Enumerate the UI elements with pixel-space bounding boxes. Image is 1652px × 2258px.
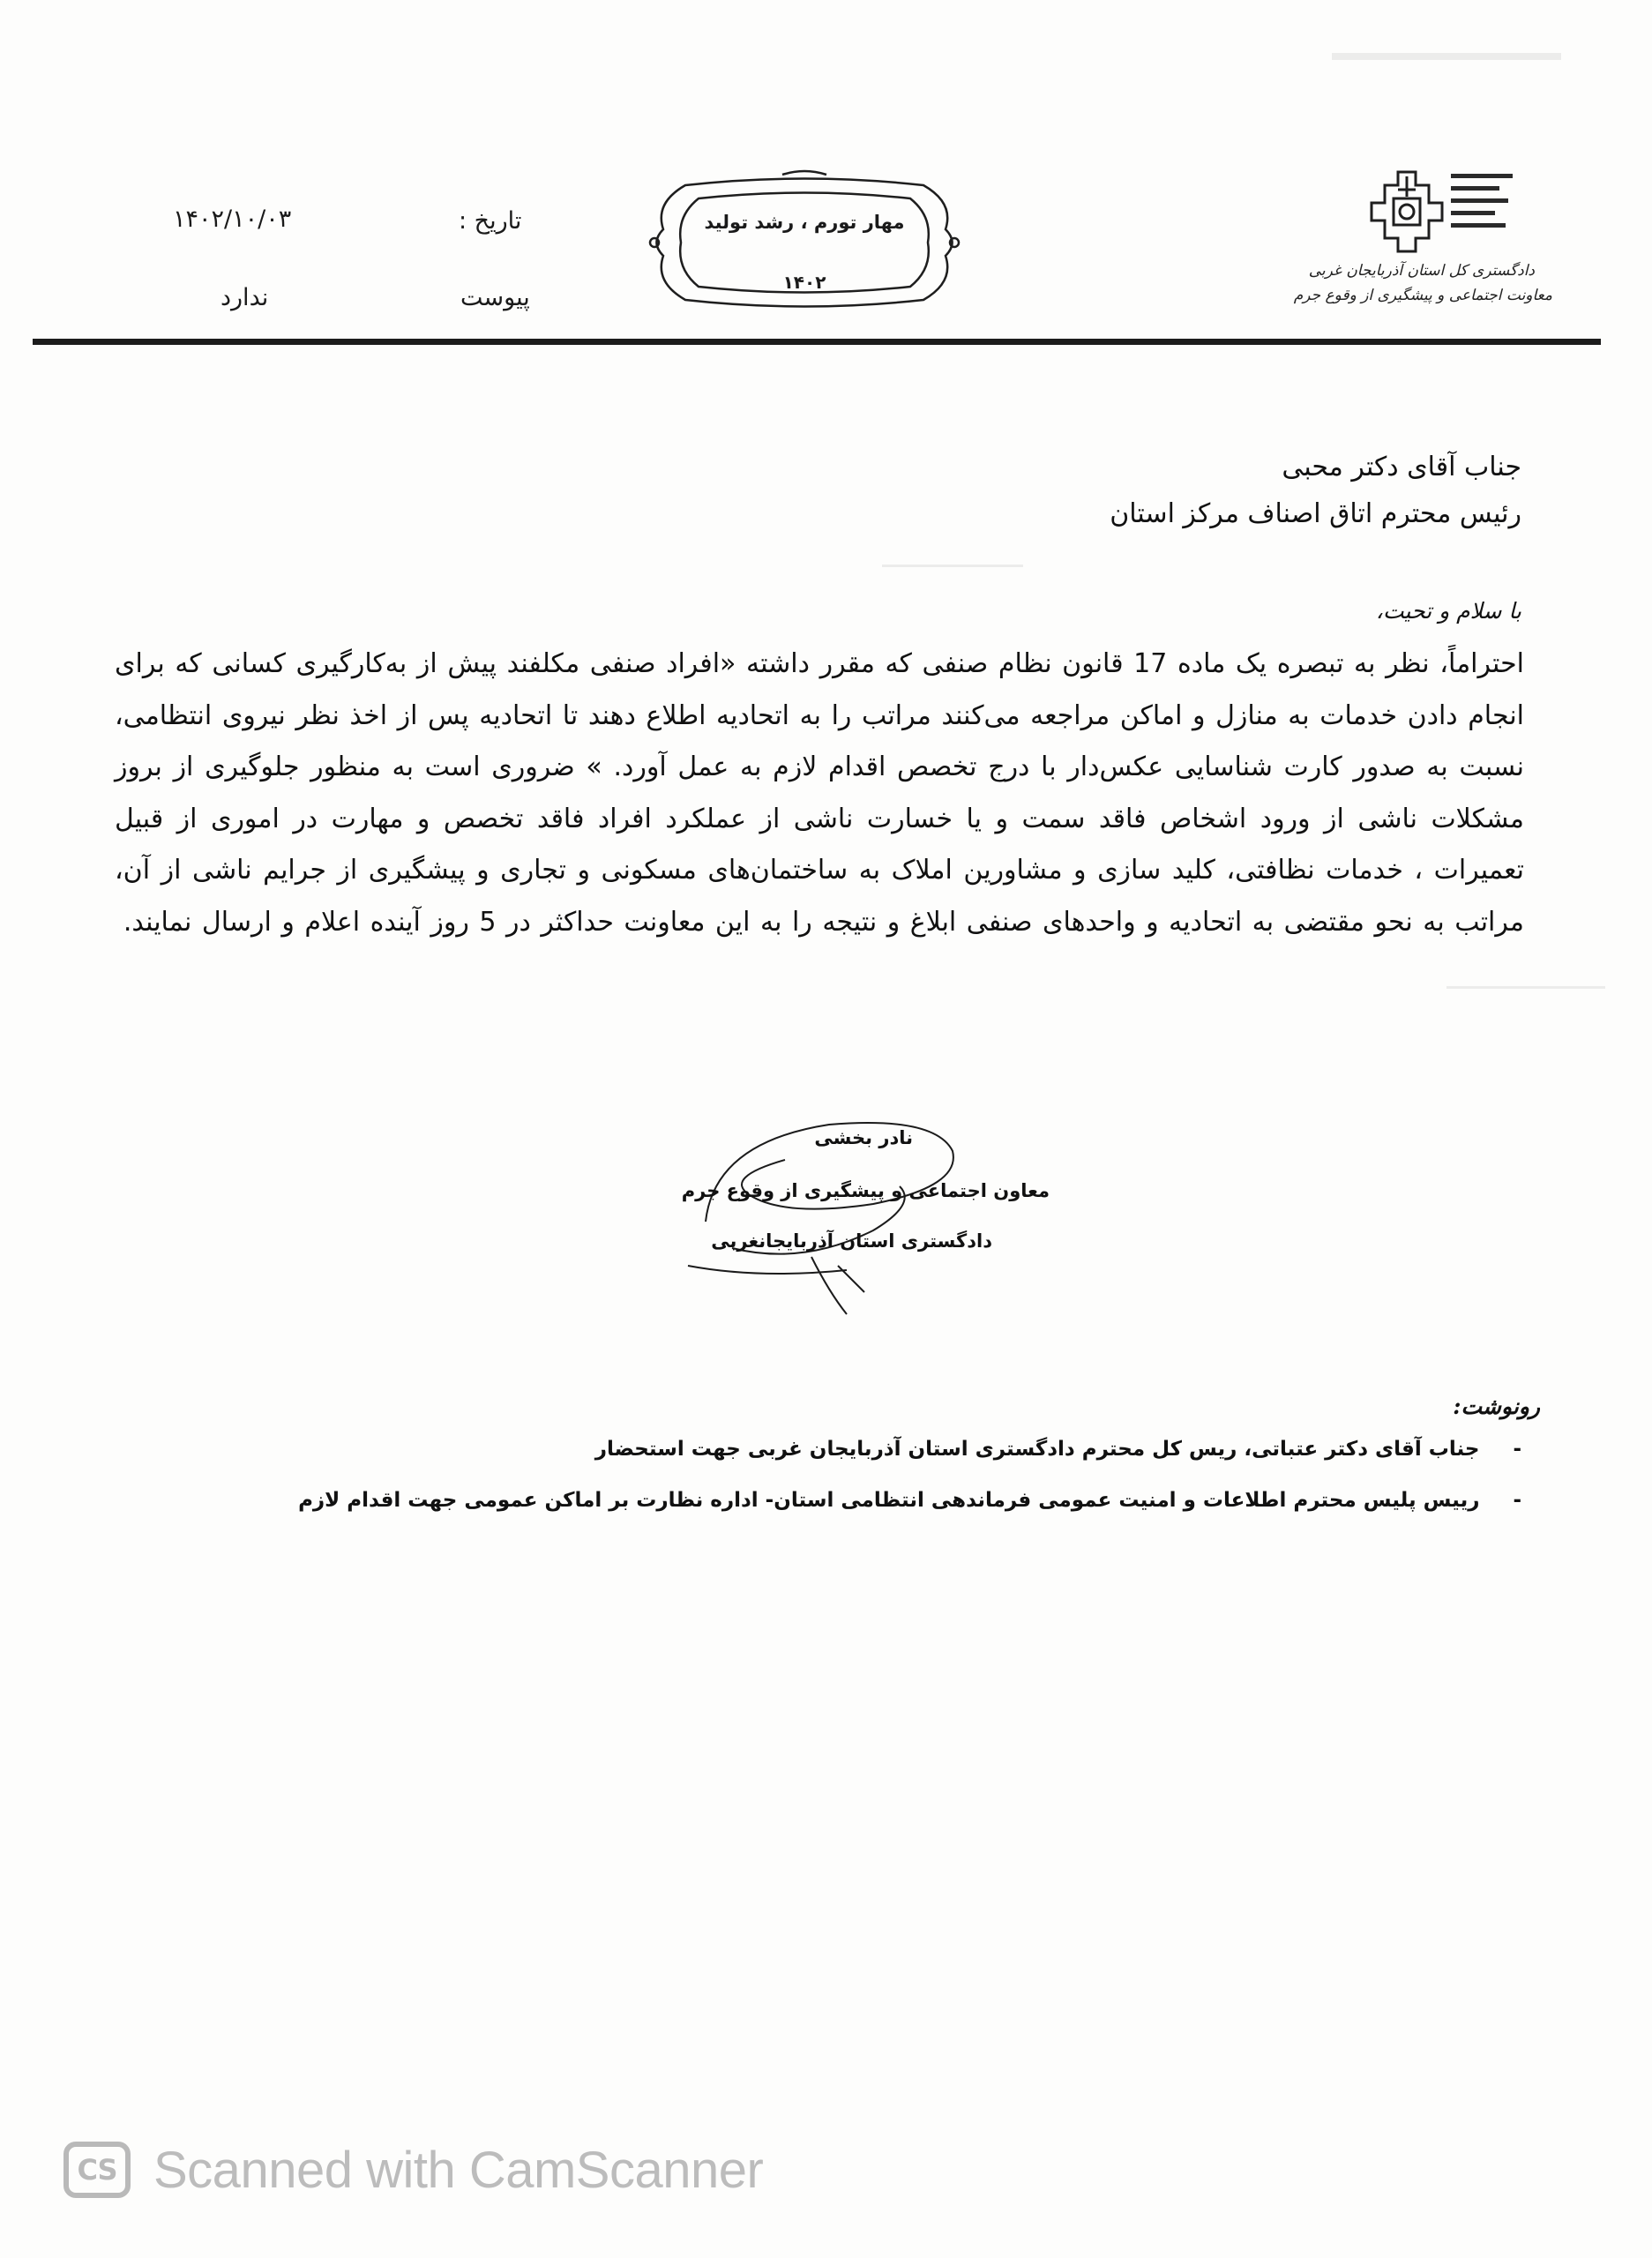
recipient-name: جناب آقای دکتر محبی [1282,452,1521,482]
date-label: تاریخ : [459,207,522,235]
cc-item-text: جناب آقای دکتر عتباتی، ریس کل محترم دادگستری استان آذربایجان غربی جهت استحضار [594,1438,1480,1461]
greeting: با سلام و تحیت، [1375,598,1521,624]
date-value: ۱۴۰۲/۱۰/۰۳ [173,206,292,233]
cc-item-text: رییس پلیس محترم اطلاعات و امنیت عمومی فرماندهی انتظامی استان- اداره نظارت بر اماکن عمومی جهت اقدام لازم [298,1489,1480,1512]
year-motto: مهار تورم ، رشد تولید [704,212,905,233]
handwritten-signature-icon [582,1089,1076,1319]
scan-artifact [1446,986,1605,989]
attachment-value: ندارد [221,284,269,311]
signature-block [582,1089,1076,1319]
org-name-line-2: معاونت اجتماعی و پیشگیری از وقوع جرم [1293,287,1552,304]
scan-artifact [1332,53,1561,60]
watermark-text: Scanned with CamScanner [153,2141,764,2199]
cc-list-item [595,1438,1521,1461]
scan-artifact [882,564,1023,567]
header-divider [33,339,1601,345]
letter-body: احتراماً، نظر به تبصره یک ماده 17 قانون نظام صنفی که مقرر داشته «افراد صنفی مکلفند پیش از به‌کارگیری کسانی که برای انجام دادن خدمات به منازل و اماکن مراجعه می‌کنند مراتب را به اتحادیه اطلاع دهند تا اتحادیه پس از اخذ نظر نیروی انتظامی، نسبت به صدور کارت شناسایی عکس‌دار با درج تخصص اقدام لازم به عمل آورد. » ضروری است به منظور جلوگیری از بروز مشکلات ناشی از ورود اشخاص فاقد سمت و یا خسارت ناشی از عملکرد افراد فاقد تخصص و مهارت در اموری از قبیل تعمیرات ، خدمات نظافتی، کلید سازی و مشاورین املاک به ساختمان‌های مسکونی و تجاری و پیشگیری از جرایم ناشی از آن، مراتب به نحو مقتضی به اتحادیه و واحدهای صنفی ابلاغ و نتیجه را به این معاونت حداکثر در 5 روز آینده اعلام و ارسال نمایند. [115,648,1524,938]
cc-bullet: - [1513,1438,1521,1461]
emblem-icon [1363,163,1521,260]
camscanner-watermark [64,2135,763,2205]
motto-year: ۱۴۰۲ [782,272,826,293]
recipient-title: رئیس محترم اتاق اصناف مرکز استان [1110,498,1521,529]
year-motto-frame [637,168,972,318]
camscanner-logo-icon: CS [64,2142,131,2198]
signatory-role-line-1: معاون اجتماعی و پیشگیری از وقوع جرم [681,1180,1050,1201]
ornamental-frame-icon [637,168,972,318]
cc-list-item [298,1489,1521,1512]
signatory-name: نادر بخشی [814,1127,913,1148]
cc-bullet: - [1513,1489,1521,1512]
attachment-label: پیوست [460,284,530,311]
judiciary-logo [1293,163,1552,322]
org-name-line-1: دادگستری کل استان آذربایجان غربی [1308,262,1535,280]
signatory-role-line-2: دادگستری استان آذربایجانغربی [711,1230,992,1252]
cc-heading: رونوشت: [1453,1394,1540,1419]
